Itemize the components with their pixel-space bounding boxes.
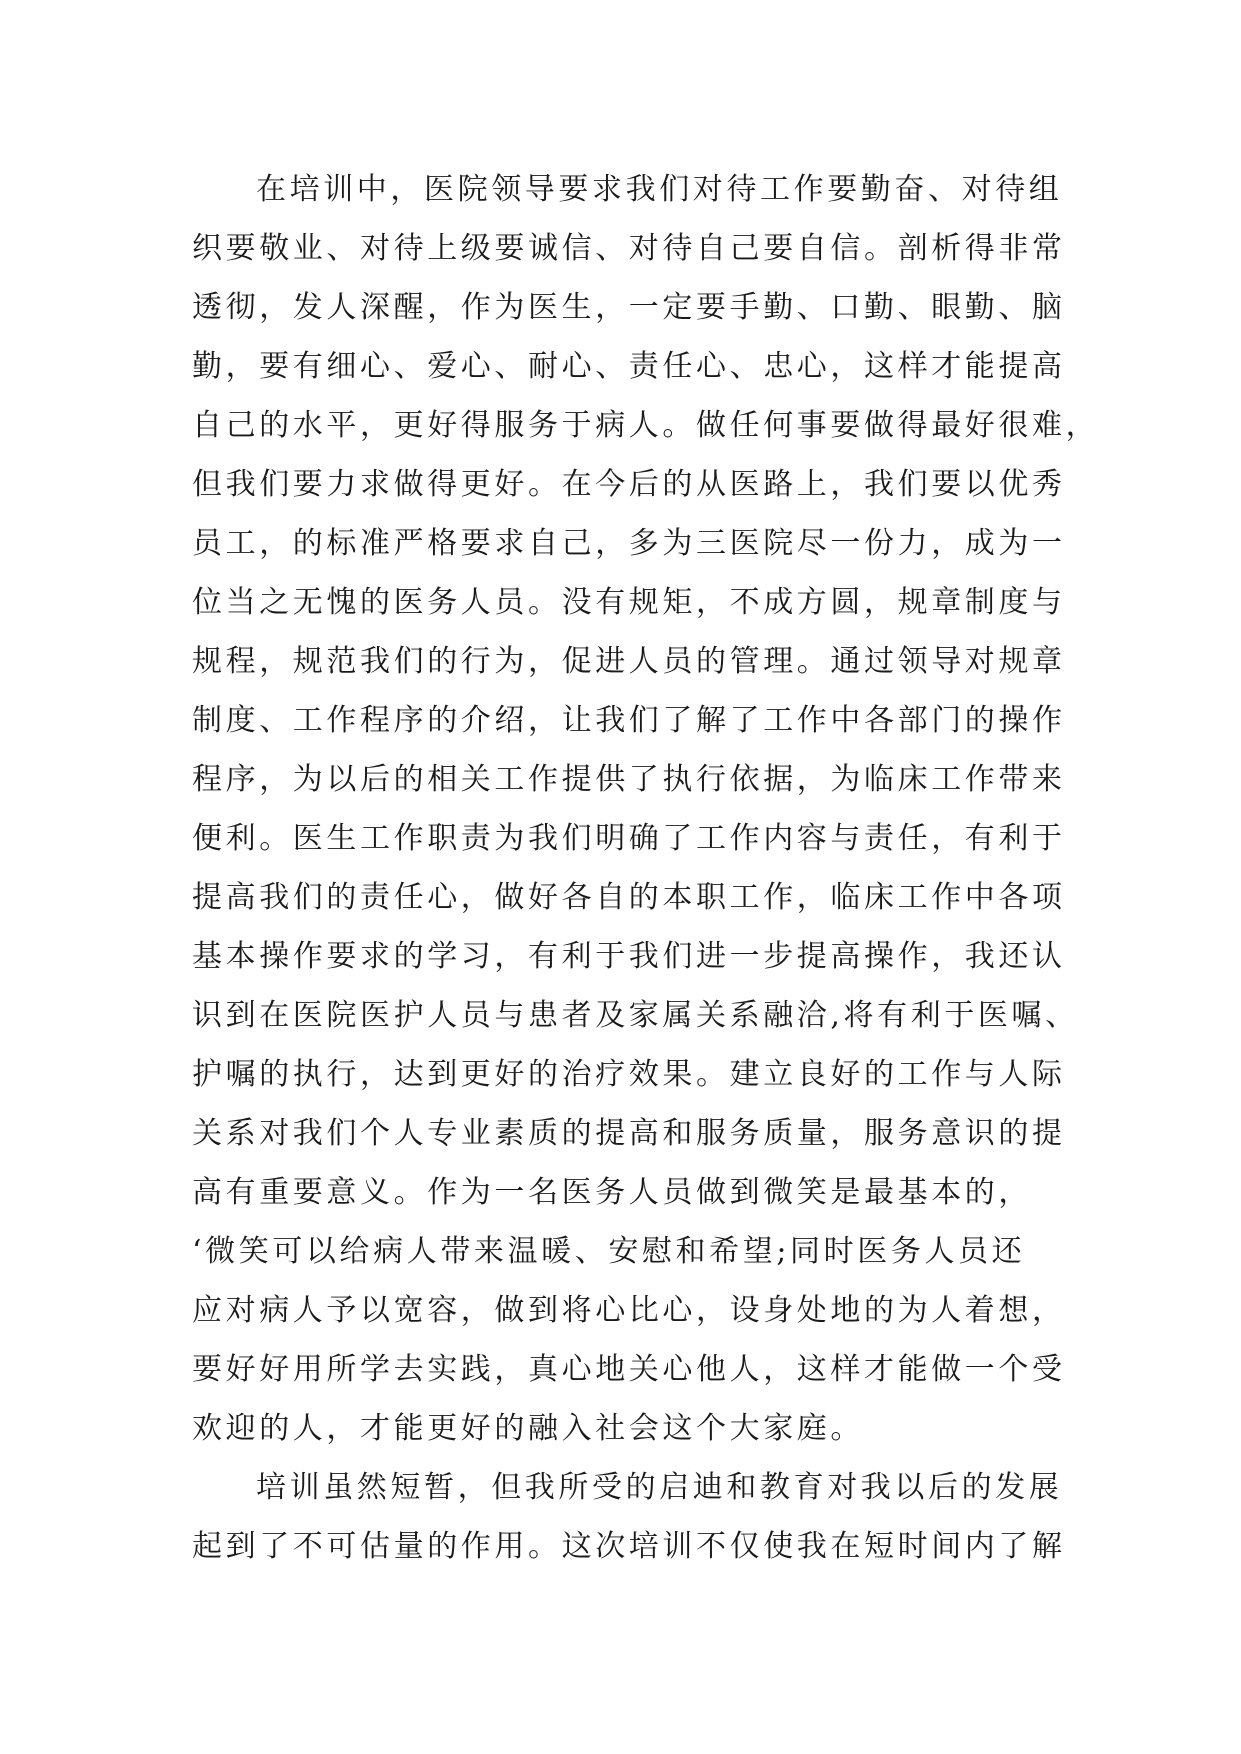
text-line: ‘微笑可以给病人带来温暖、安慰和希望;同时医务人员还 [192,1234,1026,1269]
text-line: 基本操作要求的学习，有利于我们进一步提高操作，我还认 [192,939,1066,974]
text-line: 护嘱的执行，达到更好的治疗效果。建立良好的工作与人际 [192,1057,1066,1092]
text-line: 培训虽然短暂，但我所受的启迪和教育对我以后的发展 [256,1470,1063,1505]
text-line: 欢迎的人，才能更好的融入社会这个大家庭。 [192,1411,864,1446]
text-line: 但我们要力求做得更好。在今后的从医路上，我们要以优秀 [192,467,1066,502]
text-line: 要好好用所学去实践，真心地关心他人，这样才能做一个受 [192,1352,1066,1387]
text-line: 关系对我们个人专业素质的提高和服务质量，服务意识的提 [192,1116,1066,1151]
text-line: 制度、工作程序的介绍，让我们了解了工作中各部门的操作 [192,703,1066,738]
text-line: 透彻，发人深醒，作为医生，一定要手勤、口勤、眼勤、脑 [192,290,1066,325]
text-line: 规程，规范我们的行为，促进人员的管理。通过领导对规章 [192,644,1066,679]
text-line: 应对病人予以宽容，做到将心比心，设身处地的为人着想， [192,1293,1066,1328]
text-line: 起到了不可估量的作用。这次培训不仅使我在短时间内了解 [192,1529,1066,1564]
text-line: 员工，的标准严格要求自己，多为三医院尽一份力，成为一 [192,526,1066,561]
text-line: 识到在医院医护人员与患者及家属关系融洽,将有利于医嘱、 [192,998,1079,1033]
text-line: 程序，为以后的相关工作提供了执行依据，为临床工作带来 [192,762,1066,797]
text-line: 织要敬业、对待上级要诚信、对待自己要自信。剖析得非常 [192,231,1066,266]
text-line: 在培训中，医院领导要求我们对待工作要勤奋、对待组 [256,172,1063,207]
text-line: 便利。医生工作职责为我们明确了工作内容与责任，有利于 [192,821,1066,856]
text-line: 勤，要有细心、爱心、耐心、责任心、忠心，这样才能提高 [192,349,1066,384]
text-line: 高有重要意义。作为一名医务人员做到微笑是最基本的， [192,1175,1032,1210]
text-line: 位当之无愧的医务人员。没有规矩，不成方圆，规章制度与 [192,585,1066,620]
text-line: 自己的水平，更好得服务于病人。做任何事要做得最好很难， [192,408,1100,443]
body-text [192,160,1100,1576]
text-line: 提高我们的责任心，做好各自的本职工作，临床工作中各项 [192,880,1066,915]
